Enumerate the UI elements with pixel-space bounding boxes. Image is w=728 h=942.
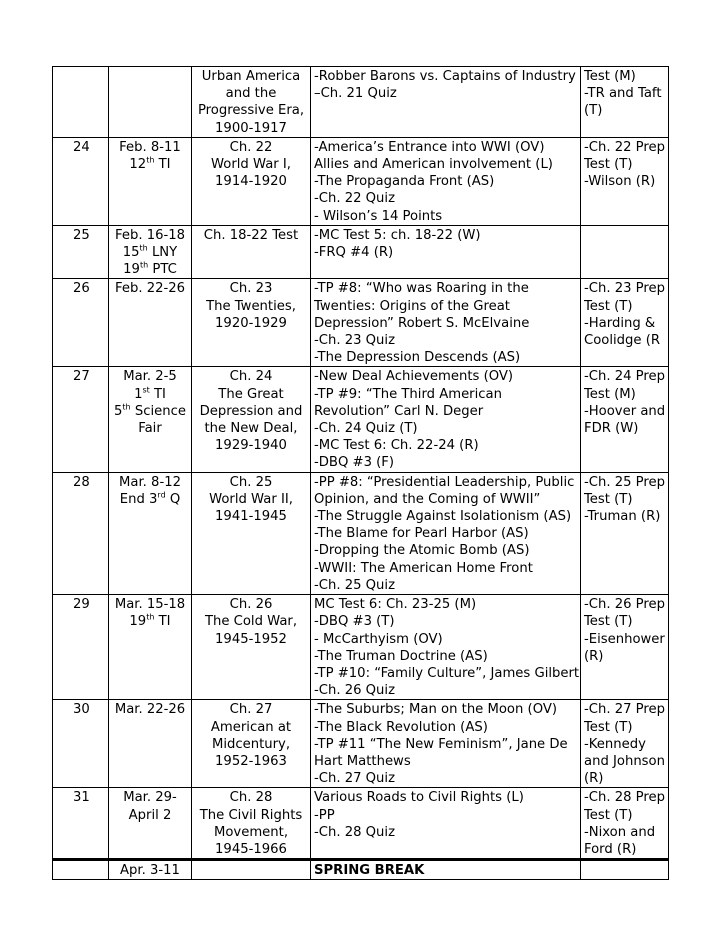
activities-cell-line: Revolution” Carl N. Deger (314, 403, 484, 419)
schedule-row (53, 472, 669, 594)
assessment-cell-line: -Ch. 26 Prep (584, 597, 666, 613)
activities-cell (311, 279, 581, 367)
dates-cell-line (112, 386, 188, 403)
assessment-cell-line: -Ch. 28 Prep (584, 790, 666, 806)
dates-cell (109, 137, 192, 225)
assessment-cell-line: -Ch. 23 Prep (584, 281, 666, 297)
chapter-cell-line: Progressive Era, (197, 103, 305, 119)
week-number: 31 (53, 788, 109, 860)
text-part: End 3 (119, 491, 158, 507)
chapter-cell (192, 67, 311, 138)
activities-cell (311, 67, 581, 138)
dates-cell (109, 279, 192, 367)
schedule-row (53, 225, 669, 279)
chapter-cell-line: 1920-1929 (215, 315, 287, 331)
schedule-row (53, 700, 669, 788)
schedule-row (53, 67, 669, 138)
activities-cell (311, 137, 581, 225)
activities-cell-line: -DBQ #3 (T) (314, 614, 395, 630)
assessment-cell (581, 595, 669, 700)
dates-cell-line: Mar. 22-26 (114, 702, 186, 718)
assessment-cell-line: Ford (R) (584, 841, 637, 857)
dates-cell (109, 225, 192, 279)
week-cell (53, 860, 109, 880)
text-part: 19 (129, 614, 147, 630)
week-number: 28 (53, 472, 109, 594)
assessment-cell-line: -Ch. 25 Prep (584, 474, 666, 490)
chapter-cell-line: Midcentury, (211, 736, 291, 752)
text-part: Science (130, 403, 186, 419)
activities-cell-line: -MC Test 5: ch. 18-22 (W) (314, 227, 481, 243)
chapter-cell-line: Ch. 28 (229, 790, 273, 806)
week-number: 29 (53, 595, 109, 700)
activities-cell-line: - Wilson’s 14 Points (314, 208, 443, 224)
spring-break-dates: Apr. 3-11 (109, 860, 192, 880)
chapter-cell-line: Ch. 18-22 Test (203, 227, 299, 243)
activities-cell-line: -Dropping the Atomic Bomb (AS) (314, 543, 530, 559)
text-part: LNY (147, 245, 178, 261)
assessment-cell-line: Test (T) (584, 298, 633, 314)
chapter-cell-line: The Twenties, (206, 298, 296, 314)
assessment-cell-line: -TR and Taft (584, 86, 662, 102)
assessment-cell (581, 700, 669, 788)
activities-cell-line: -The Blame for Pearl Harbor (AS) (314, 526, 529, 542)
dates-cell-line (112, 613, 188, 630)
activities-cell-line: -Ch. 22 Quiz (314, 191, 396, 207)
chapter-cell-line: The Civil Rights (199, 807, 303, 823)
chapter-cell-line: American at (210, 719, 292, 735)
chapter-cell-line: The Cold War, (204, 614, 298, 630)
assessment-cell-line: -Harding & (584, 315, 656, 331)
chapter-cell-line: Ch. 25 (229, 474, 273, 490)
activities-cell-line: -TP #8: “Who was Roaring in the (314, 281, 529, 297)
assessment-cell-line: -Nixon and (584, 824, 656, 840)
activities-cell-line: -The Suburbs; Man on the Moon (OV) (314, 702, 558, 718)
activities-cell-line: MC Test 6: Ch. 23-25 (M) (314, 597, 477, 613)
activities-cell-line: - McCarthyism (OV) (314, 631, 443, 647)
activities-cell-line: -PP (314, 807, 335, 823)
chapter-cell-line: Ch. 27 (229, 702, 273, 718)
activities-cell-line: Depression” Robert S. McElvaine (314, 315, 530, 331)
assessment-cell (581, 279, 669, 367)
activities-cell-line: -FRQ #4 (R) (314, 245, 394, 261)
chapter-cell-line: 1945-1966 (215, 841, 287, 857)
dates-cell-line: Feb. 16-18 (114, 227, 186, 243)
chapter-cell-line: 1929-1940 (215, 438, 287, 454)
chapter-cell-line: Ch. 24 (229, 369, 273, 385)
assessment-cell-line: Test (T) (584, 719, 633, 735)
activities-cell-line: –Ch. 21 Quiz (314, 86, 397, 102)
chapter-cell (192, 225, 311, 279)
chapter-cell-line: Ch. 26 (229, 597, 273, 613)
activities-cell-line: -TP #11 “The New Feminism”, Jane De (314, 736, 568, 752)
dates-cell (109, 700, 192, 788)
activities-cell-line: -Ch. 28 Quiz (314, 824, 396, 840)
chapter-cell-line: 1914-1920 (215, 174, 287, 190)
assessment-cell-line: Test (T) (584, 614, 633, 630)
activities-cell-line: -PP #8: “Presidential Leadership, Public (314, 474, 575, 490)
assessment-cell-line: Test (T) (584, 491, 633, 507)
activities-cell-line: -New Deal Achievements (OV) (314, 369, 514, 385)
week-number: 26 (53, 279, 109, 367)
chapter-cell-line: 1900-1917 (215, 120, 287, 136)
activities-cell (311, 367, 581, 472)
assessment-cell-line: Coolidge (R (584, 333, 661, 349)
dates-cell-line (112, 261, 188, 278)
text-part: 5 (114, 403, 123, 419)
assessment-cell-line: FDR (W) (584, 421, 639, 437)
week-number: 27 (53, 367, 109, 472)
schedule-row (53, 137, 669, 225)
activities-cell-line: Opinion, and the Coming of WWII” (314, 491, 541, 507)
text-part: 1 (134, 386, 143, 402)
assessment-cell-line: -Hoover and (584, 403, 666, 419)
chapter-cell-line: 1941-1945 (215, 509, 287, 525)
chapter-cell-line: 1952-1963 (215, 753, 287, 769)
activities-cell (311, 595, 581, 700)
text-part: Q (165, 491, 181, 507)
week-number (53, 67, 109, 138)
activities-cell-line: -The Black Revolution (AS) (314, 719, 488, 735)
activities-cell-line: -Ch. 23 Quiz (314, 333, 396, 349)
chapter-cell-line: Depression and (199, 403, 303, 419)
chapter-cell-line: Ch. 22 (229, 139, 273, 155)
chapter-cell (192, 700, 311, 788)
dates-cell (109, 367, 192, 472)
text-part: PTC (148, 262, 177, 278)
chapter-cell (192, 137, 311, 225)
schedule-row (53, 279, 669, 367)
assessment-cell-line: Test (M) (584, 386, 636, 402)
ordinal-suffix: th (122, 402, 131, 412)
activities-cell-line: -TP #9: “The Third American (314, 386, 502, 402)
assessment-cell-line: (R) (584, 648, 604, 664)
text-part: 12 (129, 157, 147, 173)
assessment-cell-line: -Ch. 24 Prep (584, 369, 666, 385)
text-part: 19 (123, 262, 140, 278)
activities-cell-line: -Ch. 25 Quiz (314, 577, 396, 593)
dates-cell-line (112, 491, 188, 508)
activities-cell (311, 472, 581, 594)
chapter-cell-line: the New Deal, (204, 421, 298, 437)
activities-cell-line: -Robber Barons vs. Captains of Industry (314, 69, 576, 84)
activities-cell (311, 225, 581, 279)
ordinal-suffix: st (142, 385, 150, 395)
text-part: TI (149, 386, 166, 402)
dates-cell-line: Mar. 29- (123, 790, 177, 806)
assessment-cell-line: -Truman (R) (584, 509, 661, 525)
dates-cell-line: Mar. 8-12 (119, 474, 181, 490)
dates-cell-line: Mar. 2-5 (123, 369, 177, 385)
assessment-cell (581, 225, 669, 279)
assessment-cell (581, 367, 669, 472)
activities-cell-line: -WWII: The American Home Front (314, 560, 533, 576)
assessment-cell-line: and Johnson (584, 753, 665, 769)
schedule-row (53, 788, 669, 860)
text-part: TI (154, 614, 171, 630)
assessment-cell (581, 788, 669, 860)
dates-cell-line (112, 244, 188, 261)
schedule-row (53, 595, 669, 700)
dates-cell-line: Mar. 15-18 (114, 597, 186, 613)
activities-cell-line: -The Truman Doctrine (AS) (314, 648, 488, 664)
ordinal-suffix: th (146, 155, 155, 165)
dates-cell-line: April 2 (128, 807, 172, 823)
activities-cell-line: -MC Test 6: Ch. 22-24 (R) (314, 438, 479, 454)
chapter-cell (192, 595, 311, 700)
assessment-cell (581, 860, 669, 880)
chapter-cell-line: The Great (218, 386, 284, 402)
week-number: 25 (53, 225, 109, 279)
chapter-cell (192, 472, 311, 594)
chapter-cell-line: Urban America (201, 69, 301, 84)
dates-cell (109, 472, 192, 594)
dates-cell (109, 67, 192, 138)
assessment-cell-line: -Wilson (R) (584, 174, 656, 190)
schedule-row (53, 367, 669, 472)
activities-cell-line: Various Roads to Civil Rights (L) (314, 790, 524, 806)
assessment-cell-line: Test (M) (584, 69, 636, 84)
assessment-cell-line: Test (T) (584, 807, 633, 823)
chapter-cell-line: and the (225, 86, 277, 102)
chapter-cell-line: 1945-1952 (215, 631, 287, 647)
ordinal-suffix: rd (157, 490, 166, 500)
text-part: TI (154, 157, 171, 173)
text-part: 15 (122, 245, 140, 261)
activities-cell-line: -The Propaganda Front (AS) (314, 174, 495, 190)
week-number: 24 (53, 137, 109, 225)
activities-cell-line: Allies and American involvement (L) (314, 157, 553, 173)
assessment-cell-line: -Kennedy (584, 736, 646, 752)
ordinal-suffix: th (139, 260, 149, 270)
activities-cell-line: -DBQ #3 (F) (314, 455, 395, 471)
chapter-cell (192, 279, 311, 367)
assessment-cell (581, 67, 669, 138)
ordinal-suffix: th (146, 612, 155, 622)
dates-cell (109, 595, 192, 700)
chapter-cell-line: World War II, (209, 491, 293, 507)
schedule-table (52, 66, 669, 880)
activities-cell (311, 700, 581, 788)
chapter-cell (192, 860, 311, 880)
dates-cell-line: Feb. 22-26 (114, 281, 186, 297)
activities-cell-line: -The Struggle Against Isolationism (AS) (314, 509, 572, 525)
chapter-cell-line: Ch. 23 (229, 281, 273, 297)
activities-cell-line: -America’s Entrance into WWI (OV) (314, 139, 545, 155)
assessment-cell-line: (T) (584, 103, 603, 119)
spring-break-label: SPRING BREAK (311, 860, 581, 880)
activities-cell-line: Twenties: Origins of the Great (314, 298, 510, 314)
activities-cell-line: Hart Matthews (314, 753, 411, 769)
spring-break-row (53, 860, 669, 880)
week-number: 30 (53, 700, 109, 788)
dates-cell-line (112, 403, 188, 420)
activities-cell-line: -Ch. 26 Quiz (314, 683, 396, 699)
assessment-cell-line: -Ch. 27 Prep (584, 702, 666, 718)
chapter-cell-line: World War I, (211, 157, 291, 173)
dates-cell (109, 788, 192, 860)
activities-cell (311, 788, 581, 860)
activities-cell-line: -Ch. 24 Quiz (T) (314, 421, 418, 437)
assessment-cell (581, 137, 669, 225)
assessment-cell-line: -Ch. 22 Prep (584, 139, 666, 155)
chapter-cell (192, 788, 311, 860)
assessment-cell-line: Test (T) (584, 157, 633, 173)
assessment-cell (581, 472, 669, 594)
dates-cell-line: Fair (138, 421, 162, 437)
assessment-cell-line: (R) (584, 771, 604, 787)
chapter-cell-line: Movement, (213, 824, 289, 840)
activities-cell-line: -TP #10: “Family Culture”, James Gilbert (314, 665, 580, 681)
dates-cell-line (112, 156, 188, 173)
activities-cell-line: -Ch. 27 Quiz (314, 771, 396, 787)
dates-cell-line: Feb. 8-11 (119, 139, 181, 155)
activities-cell-line: -The Depression Descends (AS) (314, 350, 521, 366)
assessment-cell-line: -Eisenhower (584, 631, 665, 647)
chapter-cell (192, 367, 311, 472)
ordinal-suffix: th (139, 243, 148, 253)
schedule-body (53, 67, 669, 860)
